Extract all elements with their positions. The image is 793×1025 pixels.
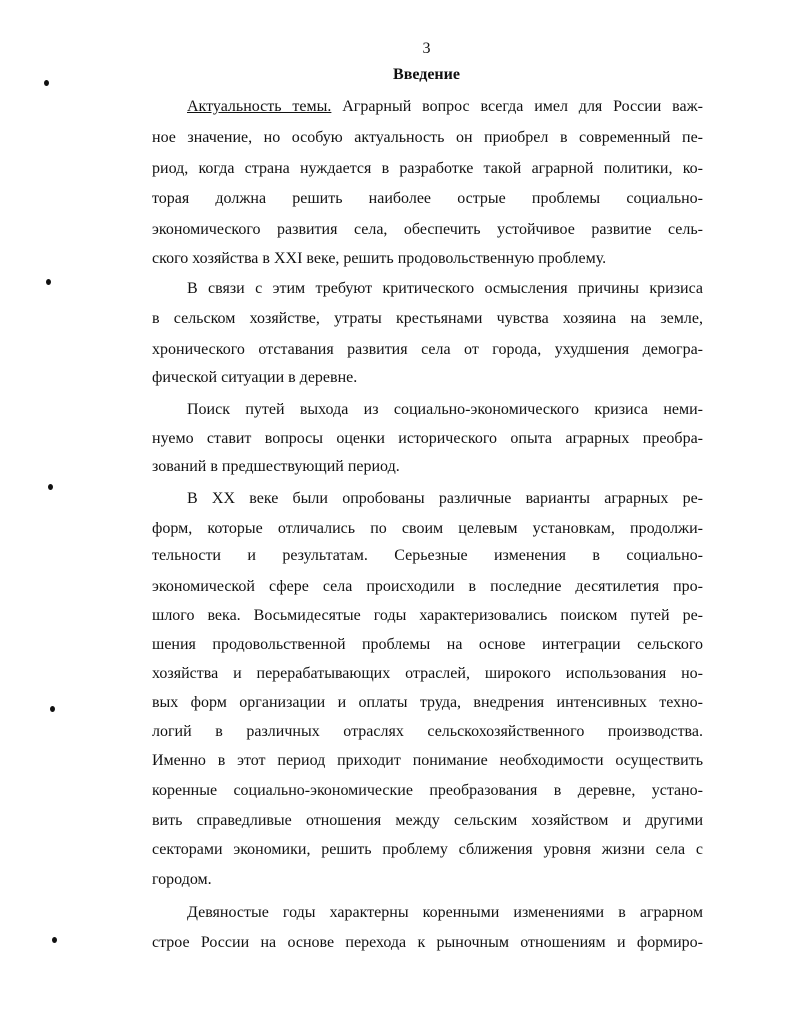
paragraph-1-line-6: ского хозяйства в XXI веке, решить продовольственную проблему. (152, 250, 607, 267)
section-heading: Введение (393, 66, 460, 83)
paragraph-1-line-1-text: Аграрный вопрос всегда имел для России важ- (331, 98, 704, 115)
paragraph-1-line-3: риод, когда страна нуждается в разработке такой аграрной политики, ко- (152, 160, 703, 177)
paragraph-5-line-1: Девяностые годы характерны коренными изменениями в аграрном (187, 904, 703, 921)
paragraph-4-line-5: шлого века. Восьмидесятые годы характеризовались поиском путей ре- (152, 607, 703, 624)
paragraph-2-line-4: фической ситуации в деревне. (152, 369, 358, 386)
paragraph-4-line-7: хозяйства и перерабатывающих отраслей, широкого использования но- (152, 665, 703, 682)
paragraph-5-line-2: строе России на основе перехода к рыночным отношениям и формиро- (152, 934, 703, 951)
page-number: 3 (422, 40, 431, 57)
paragraph-4-line-3: тельности и результатам. Серьезные изменения в социально- (152, 547, 703, 564)
paragraph-2-line-2: в сельском хозяйстве, утраты крестьянами чувства хозяина на земле, (152, 310, 703, 327)
topic-relevance-label: Актуальность темы. (187, 98, 332, 115)
paragraph-4-line-11: коренные социально-экономические преобразования в деревне, устано- (152, 782, 703, 799)
paragraph-4-line-14: городом. (152, 871, 212, 888)
paragraph-4-line-12: вить справедливые отношения между сельским хозяйством и другими (152, 812, 703, 829)
paragraph-4-line-8: вых форм организации и оплаты труда, внедрения интенсивных техно- (152, 694, 703, 711)
paragraph-1-line-4: торая должна решить наиболее острые проблемы социально- (152, 190, 703, 207)
margin-dot-3 (48, 484, 53, 490)
paragraph-2-line-3: хронического отставания развития села от города, ухудшения демогра- (152, 341, 703, 358)
margin-dot-2 (46, 279, 51, 285)
paragraph-4-line-2: форм, которые отличались по своим целевым установкам, продолжи- (152, 520, 703, 537)
margin-dot-5 (52, 937, 57, 943)
paragraph-1-line-1 (187, 97, 703, 117)
paragraph-2-line-1: В связи с этим требуют критического осмысления причины кризиса (187, 280, 703, 297)
paragraph-3-line-1: Поиск путей выхода из социально-экономического кризиса неми- (187, 401, 703, 418)
paragraph-4-line-10: Именно в этот период приходит понимание необходимости осуществить (152, 752, 703, 769)
paragraph-3-line-3: зований в предшествующий период. (152, 458, 400, 475)
paragraph-4-line-4: экономической сфере села происходили в последние десятилетия про- (152, 578, 703, 595)
margin-dot-4 (50, 706, 55, 712)
margin-dot-1 (44, 80, 49, 86)
paragraph-1-line-5: экономического развития села, обеспечить устойчивое развитие сель- (152, 221, 703, 238)
paragraph-4-line-6: шения продовольственной проблемы на основе интеграции сельского (152, 636, 703, 653)
paragraph-4-line-13: секторами экономики, решить проблему сближения уровня жизни села с (152, 841, 703, 858)
paragraph-1-line-2: ное значение, но особую актуальность он приобрел в современный пе- (152, 129, 703, 146)
paragraph-4-line-9: логий в различных отраслях сельскохозяйственного производства. (152, 723, 703, 740)
paragraph-4-line-1: В XX веке были опробованы различные варианты аграрных ре- (187, 490, 703, 507)
paragraph-3-line-2: нуемо ставит вопросы оценки исторического опыта аграрных преобра- (152, 430, 703, 447)
